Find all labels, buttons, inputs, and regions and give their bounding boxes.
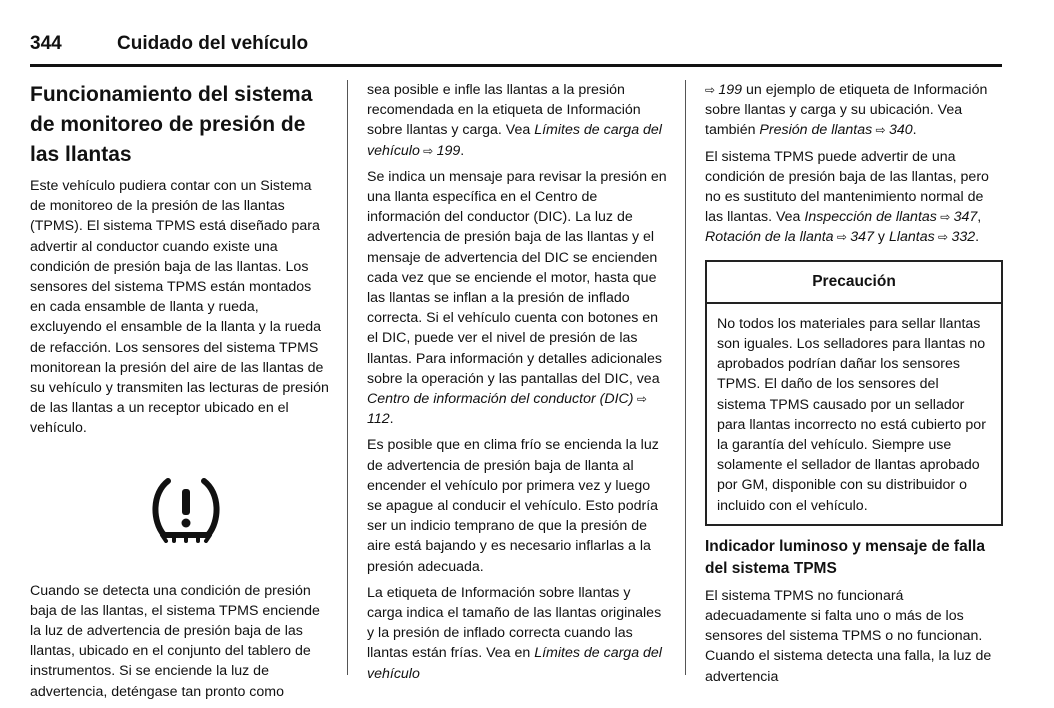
paragraph: Se indica un mensaje para revisar la presión en una llanta específica en el Centro de información del conductor (DIC). La luz de advertencia de presión baja de las llantas y el mensaje de advertencia del DIC se encienden cada vez que se enciende el motor, hasta que las llantas se inflan a la presión de inflado correcta. Si el vehículo cuenta con botones en el DIC, puede ver el nivel de presión de las llantas. Para información y detalles adicionales sobre la operación y las pantallas del DIC, vea Centro de información del conductor (DIC) ⇨ 112. <box>367 168 667 428</box>
page-ref-arrow-icon: ⇨ <box>934 230 952 245</box>
page-header <box>30 30 1002 67</box>
paragraph: Este vehículo pudiera contar con un Sistema de monitoreo de la presión de las llantas (TPMS). El sistema TPMS está diseñado para advertir al conductor cuando existe una condición de presión baja de las llantas. Los sensores del sistema TPMS están montados en cada ensamble de llanta y rueda, excluyendo el ensamble de la llanta y la rueda de refacción. Los sensores del sistema TPMS monitorean la presión del aire de las llantas de su vehículo y transmiten las lecturas de presión de las llantas a un receptor ubicado en el vehículo. <box>30 178 329 437</box>
page-ref-arrow-icon: ⇨ <box>705 83 719 97</box>
column-divider <box>685 80 686 675</box>
page-ref-arrow-icon: ⇨ <box>633 392 647 407</box>
paragraph: El sistema TPMS puede advertir de una condición de presión baja de las llantas, pero no es sustituto del mantenimiento normal de las llantas. Vea Inspección de llantas ⇨ 347, Rotación de la llanta ⇨ 347 y Llantas ⇨ 332. <box>705 148 989 246</box>
caution-text: No todos los materiales para sellar llantas son iguales. Los selladores para llantas no aprobados podrían dañar los sensores TPMS. El daño de los sensores del sistema TPMS causado por un sellador para llantas incorrecto no está cubierto por la garantía del vehículo. Siempre use solamente el sellador de llantas aprobado por GM, disponible con su distribuidor o incluido con el vehículo. <box>717 315 986 514</box>
cross-reference: Centro de información del conductor (DIC) <box>367 391 634 408</box>
paragraph: El sistema TPMS no funcionará adecuadamente si falta uno o más de los sensores del sistema TPMS o no funcionan. Cuando el sistema detecta una falla, la luz de advertencia <box>705 587 992 685</box>
paragraph: ⇨ 199 un ejemplo de etiqueta de Información sobre llantas y carga y su ubicación. Vea también Presión de llantas ⇨ 340. <box>705 82 988 139</box>
tpms-warning-icon <box>148 477 224 543</box>
main-heading: Funcionamiento del sistema de monitoreo de presión de las llantas <box>30 83 313 166</box>
column-divider <box>347 80 348 675</box>
cross-reference: Rotación de la llanta <box>705 229 834 246</box>
page-ref-arrow-icon: ⇨ <box>872 123 889 138</box>
paragraph: Cuando se detecta una condición de presión baja de las llantas, el sistema TPMS enciende la luz de advertencia de presión baja de las llantas, ubicado en el conjunto del tablero de instrumentos. Si se enciende la luz de advertencia, deténgase tan pronto como <box>30 582 320 700</box>
caution-box <box>705 260 1003 526</box>
page-ref-arrow-icon: ⇨ <box>419 143 437 158</box>
cross-reference: Inspección de llantas <box>804 209 937 226</box>
cross-reference: Límites de carga del vehículo <box>367 122 662 159</box>
cross-reference: Llantas <box>888 229 935 246</box>
page-ref-arrow-icon: ⇨ <box>936 210 954 225</box>
section-title: Cuidado del vehículo <box>117 33 309 54</box>
page-ref-arrow-icon: ⇨ <box>833 230 851 245</box>
page-number: 344 <box>30 33 62 54</box>
column-1 <box>30 80 330 708</box>
cross-reference: Límites de carga del vehículo <box>367 645 662 682</box>
column-3 <box>705 80 1003 693</box>
column-2 <box>367 80 667 690</box>
paragraph: La etiqueta de Información sobre llantas y carga indica el tamaño de las llantas originales y la presión de inflado correcta cuando las llantas están frías. Vea en Límites de carga del vehículo <box>367 584 662 682</box>
cross-reference: Presión de llantas <box>759 122 873 139</box>
paragraph: sea posible e infle las llantas a la presión recomendada en la etiqueta de Información sobre llantas y carga. Vea Límites de carga del vehículo ⇨ 199. <box>367 82 662 159</box>
caution-title: Precaución <box>707 262 1001 304</box>
paragraph: Es posible que en clima frío se encienda la luz de advertencia de presión baja de llanta al encender el vehículo por primera vez y luego se apague al conducir el vehículo. Esto podría ser un indicio temprano de que la presión de aire está bajando y es necesario inflarlas a la presión adecuada. <box>367 437 659 575</box>
sub-heading: Indicador luminoso y mensaje de falla del sistema TPMS <box>705 537 985 577</box>
